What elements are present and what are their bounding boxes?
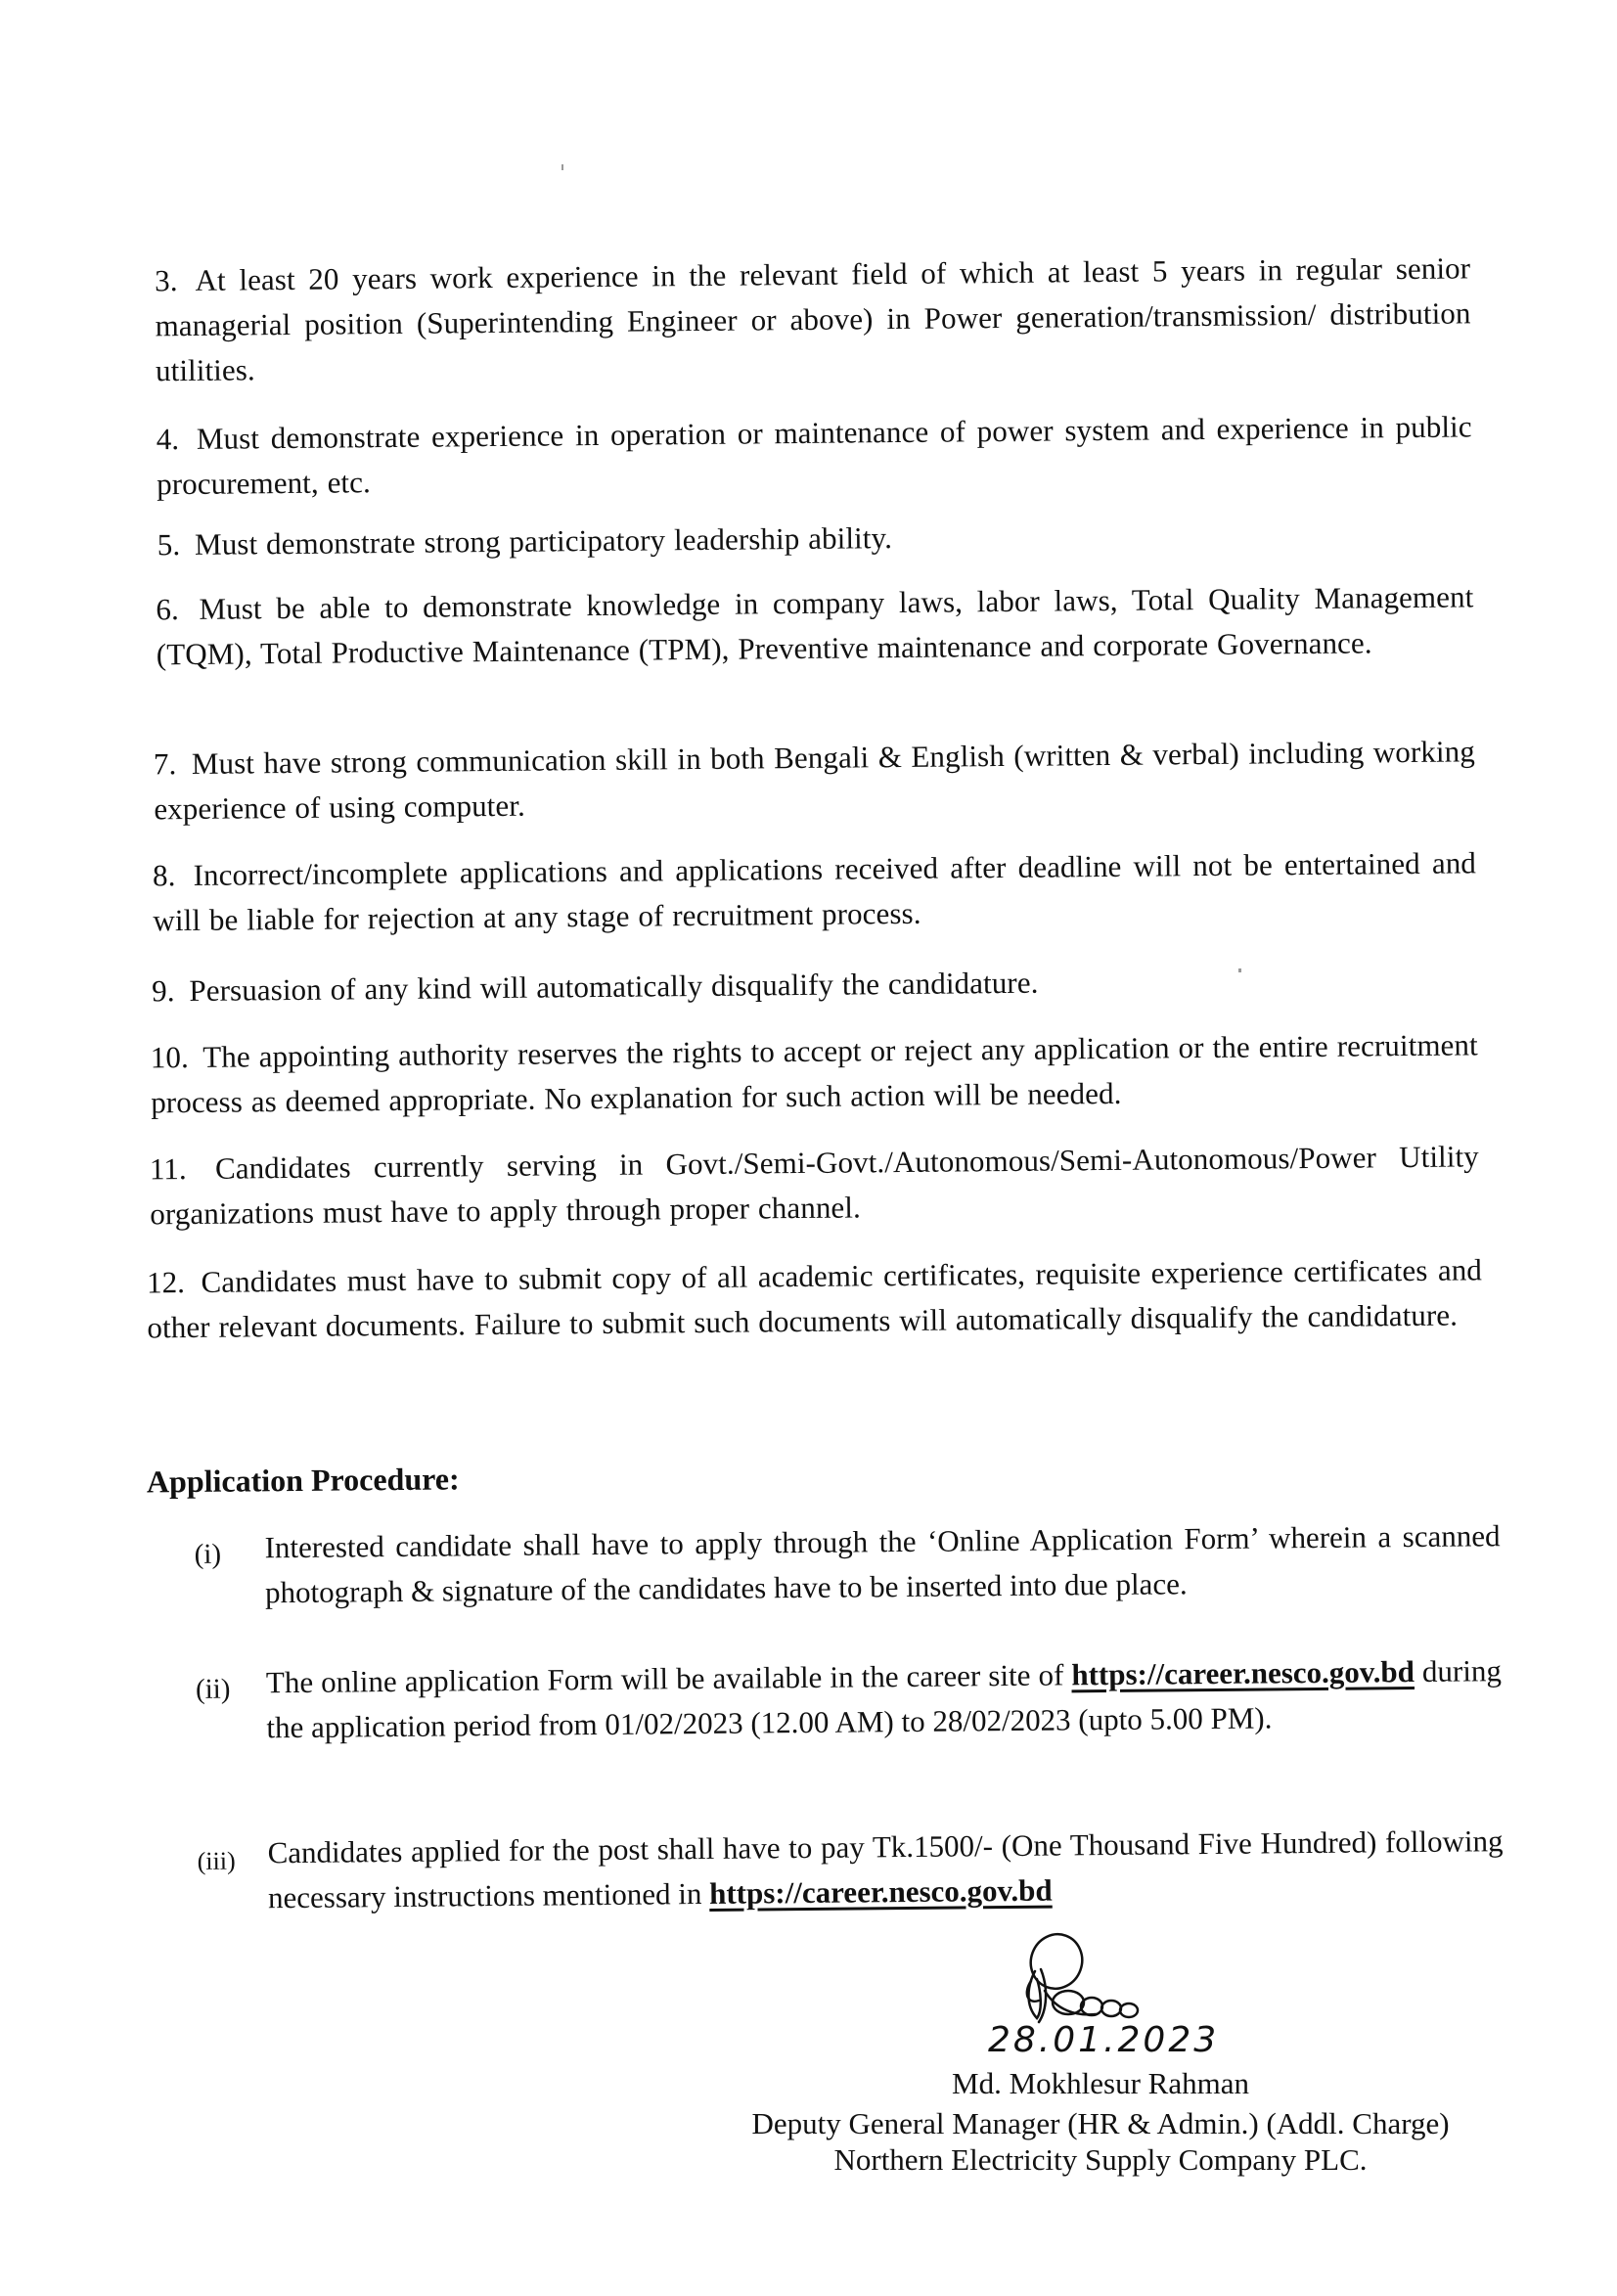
procedure-text-part: Candidates applied for the post shall have to pay Tk.1500/- (One Thousand Five Hundred) following necessary instructions mentioned in xyxy=(267,1823,1504,1915)
requirement-item xyxy=(157,404,1473,507)
requirement-text: At least 20 years work experience in the relevant field of which at least 5 years in regular senior managerial position (Superintending Engineer or above) in Power generation/transmission/ distribution utilities. xyxy=(155,250,1471,388)
procedure-marker: (ii) xyxy=(195,1673,231,1705)
requirement-number: 10. xyxy=(150,1040,190,1075)
requirement-item xyxy=(151,1022,1479,1125)
requirement-item xyxy=(154,729,1476,832)
requirement-number: 7. xyxy=(153,746,177,782)
requirement-text: Candidates must have to submit copy of all academic certificates, requisite experience certificates and other relevant documents. Failure to submit such documents will automatically disqualify the candidature. xyxy=(147,1252,1483,1345)
signatory-organization: Northern Electricity Supply Company PLC. xyxy=(833,2142,1368,2177)
requirement-text: Must have strong communication skill in both Bengali & English (written & verbal) including working experience of using computer. xyxy=(154,734,1476,827)
career-site-link[interactable]: https://career.nesco.gov.bd xyxy=(708,1872,1053,1911)
requirement-item xyxy=(156,574,1474,677)
requirement-number: 3. xyxy=(154,263,178,298)
requirement-item xyxy=(155,246,1471,393)
requirement-number: 6. xyxy=(156,592,180,627)
procedure-item xyxy=(194,1513,1501,1624)
requirement-text: Incorrect/incomplete applications and applications received after deadline will not be entertained and will be liable for rejection at any stage of recruitment process. xyxy=(153,845,1477,938)
application-procedure-heading: Application Procedure: xyxy=(146,1461,460,1500)
procedure-text-part: during the application period from 01/02/2023 (12.00 AM) to 28/02/2023 (upto 5.00 PM). xyxy=(266,1653,1503,1745)
requirement-item xyxy=(152,956,1477,1013)
procedure-text xyxy=(267,1819,1504,1920)
procedure-text-part: Interested candidate shall have to apply through the ‘Online Application Form’ wherein a scanned photograph & signature of the candidates have to be inserted into due place. xyxy=(264,1518,1501,1610)
requirement-item xyxy=(153,840,1477,943)
requirement-item xyxy=(157,510,1473,567)
requirement-text: Must be able to demonstrate knowledge in company laws, labor laws, Total Quality Management (TQM), Total Productive Maintenance (TPM), Preventive maintenance and corporate Governance. xyxy=(156,579,1474,672)
procedure-marker: (i) xyxy=(194,1538,222,1570)
requirement-text: Candidates currently serving in Govt./Semi-Govt./Autonomous/Semi-Autonomous/Power Utility organizations must have to apply through proper channel. xyxy=(150,1139,1479,1232)
requirement-text: Must demonstrate experience in operation or maintenance of power system and experience in public procurement, etc. xyxy=(156,409,1472,502)
requirement-number: 8. xyxy=(152,858,176,893)
procedure-marker: (iii) xyxy=(197,1846,236,1875)
career-site-link[interactable]: https://career.nesco.gov.bd xyxy=(1071,1654,1415,1692)
procedure-text xyxy=(266,1648,1503,1750)
requirement-item xyxy=(147,1247,1483,1350)
signatory-name: Md. Mokhlesur Rahman xyxy=(952,2066,1249,2100)
requirement-number: 12. xyxy=(146,1265,186,1300)
handwritten-date: 28.01.2023 xyxy=(988,2020,1220,2060)
procedure-item xyxy=(196,1648,1503,1798)
procedure-text xyxy=(264,1513,1501,1615)
requirement-text: The appointing authority reserves the rights to accept or reject any application or the entire recruitment process as deemed appropriate. No explanation for such action will be needed. xyxy=(151,1027,1478,1120)
signatory-designation: Deputy General Manager (HR & Admin.) (Addl. Charge) xyxy=(751,2106,1450,2140)
requirement-text: Persuasion of any kind will automatically disqualify the candidature. xyxy=(189,965,1039,1009)
requirement-number: 5. xyxy=(157,527,181,563)
scan-speck xyxy=(1238,968,1241,972)
requirement-number: 9. xyxy=(151,973,175,1009)
scan-speck xyxy=(561,164,563,170)
handwritten-signature-icon xyxy=(998,1932,1193,2030)
requirement-text: Must demonstrate strong participatory leadership ability. xyxy=(194,520,893,562)
procedure-text-part: The online application Form will be available in the career site of xyxy=(265,1657,1072,1700)
requirement-number: 11. xyxy=(149,1151,187,1187)
procedure-item xyxy=(197,1819,1504,1929)
requirement-number: 4. xyxy=(156,422,180,457)
requirement-item xyxy=(150,1134,1480,1237)
